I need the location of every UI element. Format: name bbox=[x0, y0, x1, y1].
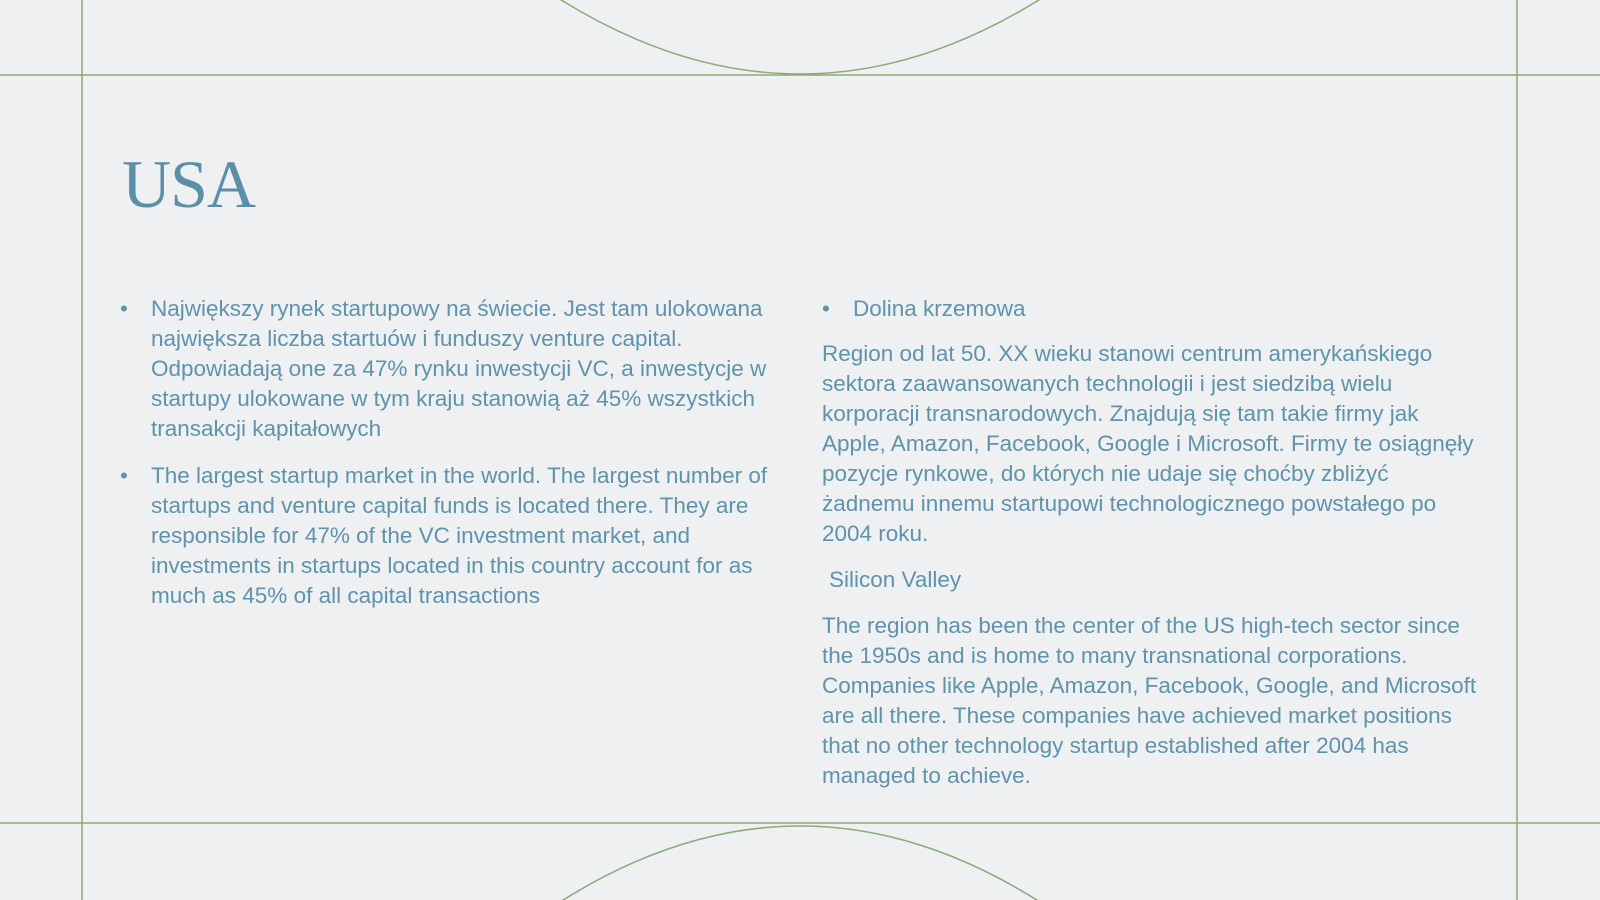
right-column bbox=[822, 294, 1482, 807]
bullet-dot-icon: • bbox=[120, 296, 128, 321]
top-arc bbox=[558, 0, 1042, 74]
left-column bbox=[120, 294, 780, 628]
slide-title: USA bbox=[122, 146, 256, 222]
bullet-text-en: The largest startup market in the world. The largest number of startups and venture capital funds is located there. They are responsible for 47% of the VC investment market, and investments in startups located in this country account for as much as 45% of all capital transactions bbox=[151, 463, 768, 608]
paragraph-pl: Region od lat 50. XX wieku stanowi centrum amerykańskiego sektora zaawansowanych technologii i jest siedzibą wielu korporacji transnarodowych. Znajdują się tam takie firmy jak Apple, Amazon, Facebook, Google i Microsoft. Firmy te osiągnęły pozycje rynkowe, do których nie udaje się choćby zbliżyć żadnemu innemu startupowi technologicznego powstałego po 2004 roku. bbox=[822, 341, 1474, 546]
list-item bbox=[120, 294, 780, 444]
left-bullet-list bbox=[120, 294, 780, 611]
bullet-text-pl: Największy rynek startupowy na świecie. Jest tam ulokowana największa liczba startuów i funduszy venture capital. Odpowiadają one za 47% rynku inwestycji VC, a inwestycje w startupy ulokowane w tym kraju stanowią aż 45% wszystkich transakcji kapitałowych bbox=[151, 296, 767, 441]
bullet-dot-icon: • bbox=[120, 463, 128, 488]
bullet-dot-icon: • bbox=[822, 296, 830, 321]
bullet-heading-pl: Dolina krzemowa bbox=[853, 296, 1026, 321]
paragraph-en: The region has been the center of the US high-tech sector since the 1950s and is home to many transnational corporations. Companies like Apple, Amazon, Facebook, Google, and Microsoft are all there. These companies have achieved market positions that no other technology startup established after 2004 has managed to achieve. bbox=[822, 613, 1477, 788]
bottom-arc bbox=[560, 826, 1040, 900]
list-item bbox=[120, 461, 780, 611]
subheading-en: Silicon Valley bbox=[829, 567, 962, 592]
list-item bbox=[822, 294, 1482, 324]
right-bullet-list bbox=[822, 294, 1482, 324]
